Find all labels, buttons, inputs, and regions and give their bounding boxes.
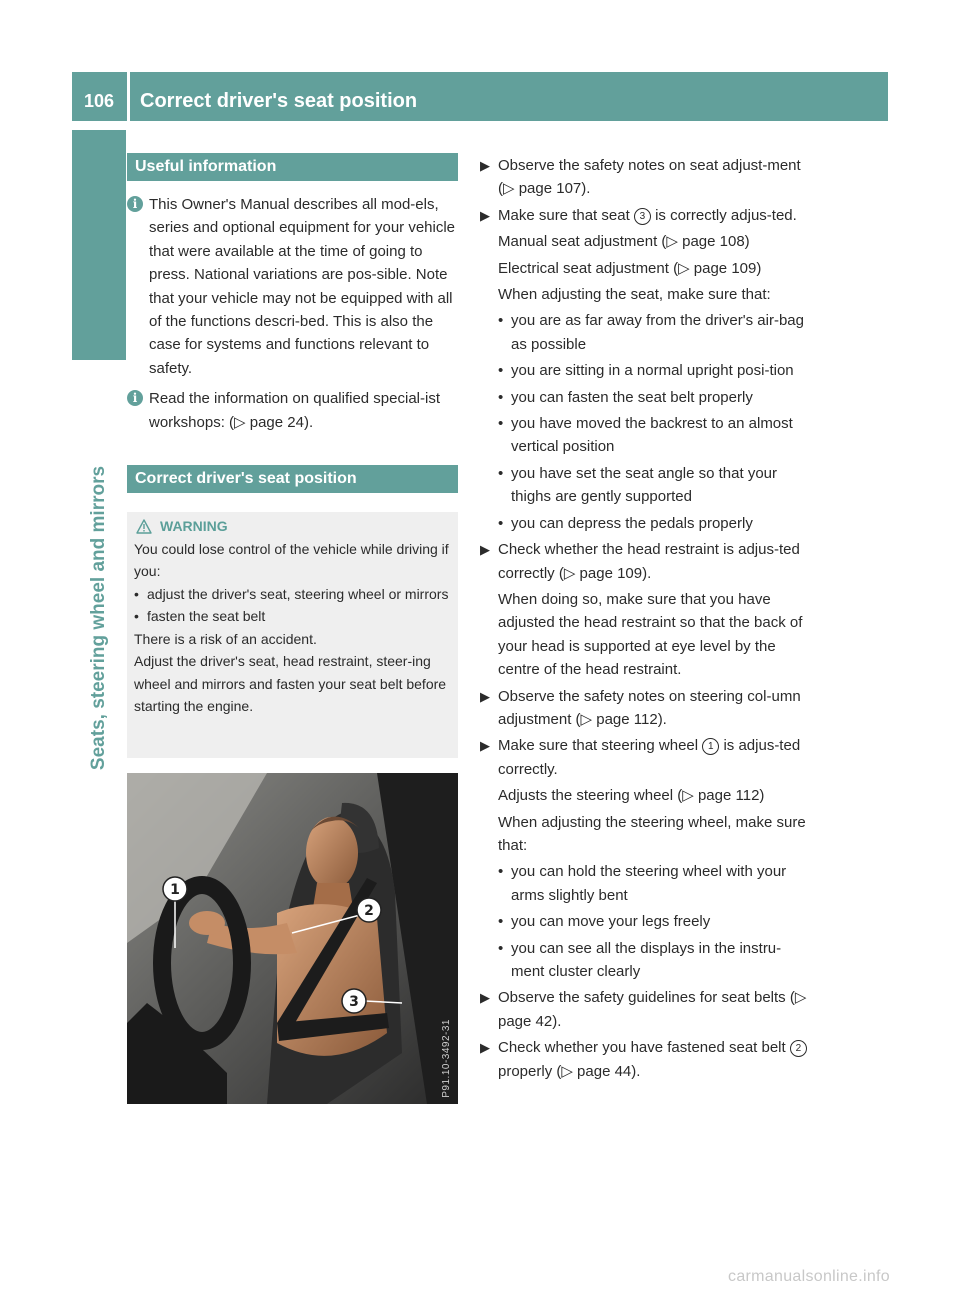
warning-bullet: • fasten the seat belt <box>134 608 266 624</box>
info-note-2: i Read the information on qualified special-ist workshops: (▷ page 24). <box>127 387 461 434</box>
ref-number: 1 <box>702 738 719 755</box>
callout-2 <box>357 898 381 922</box>
header-divider <box>127 72 130 121</box>
ref-number: 3 <box>634 208 651 225</box>
svg-text:3: 3 <box>349 994 359 1010</box>
useful-info-body <box>127 193 461 434</box>
step-item: ▶ Observe the safety notes on seat adjust-ment (▷ page 107). <box>480 154 814 201</box>
step-arrow-icon: ▶ <box>480 542 490 558</box>
step-item: ▶ Check whether you have fastened seat belt 2 properly (▷ page 44). <box>480 1036 814 1083</box>
step-arrow-icon: ▶ <box>480 158 490 173</box>
info-icon: i <box>127 390 143 406</box>
manual-adjust-ref: Manual seat adjustment (▷ page 108) <box>498 233 750 251</box>
warning-triangle-icon <box>136 519 152 534</box>
warning-box <box>127 512 458 758</box>
step-arrow-icon: ▶ <box>480 207 490 223</box>
seat-intro: When adjusting the seat, make sure that: <box>498 286 771 304</box>
figure-code: P91.10-3492-31 <box>441 1019 452 1098</box>
electrical-adjust-ref: Electrical seat adjustment (▷ page 109) <box>498 259 762 277</box>
step-arrow-icon: ▶ <box>480 738 490 754</box>
step-item: ▶ Observe the safety notes on steering col-umn adjustment (▷ page 112). <box>480 685 814 732</box>
useful-info-heading: Useful information <box>127 153 458 181</box>
chapter-tab <box>72 130 126 360</box>
info-icon: i <box>127 196 143 212</box>
seat-bullet: • you have set the seat angle so that your thighs are gently supported <box>498 464 778 506</box>
wheel-bullet: • you can hold the steering wheel with your arms slightly bent <box>498 863 787 904</box>
seat-bullet: • you are sitting in a normal upright posi-tion <box>498 362 794 380</box>
wheel-intro: When adjusting the steering wheel, make sure that: <box>498 813 806 854</box>
seat-bullet: • you are as far away from the driver's air-bag as possible <box>498 312 804 353</box>
steps-column <box>480 154 814 1083</box>
step-arrow-icon: ▶ <box>480 1040 490 1056</box>
head-restraint-note: When doing so, make sure that you have adjusted the head restraint so that the back of your head is supported at eye level by the centre of the head restraint. <box>498 590 803 679</box>
warning-intro: You could lose control of the vehicle while driving if you: <box>134 540 449 579</box>
svg-text:1: 1 <box>170 882 180 898</box>
page-number: 106 <box>83 91 115 111</box>
warning-advice: Adjust the driver's seat, head restraint, steer-ing wheel and mirrors and fasten your seat belt before starting the engine. <box>134 653 447 714</box>
page-title: Correct driver's seat position <box>140 90 418 112</box>
seat-bullet: • you can fasten the seat belt properly <box>498 388 753 406</box>
step-item: ▶ Observe the safety guidelines for seat belts (▷ page 42). <box>480 986 814 1033</box>
watermark: carmanualsonline.info <box>728 1268 890 1285</box>
callout-1 <box>163 877 187 901</box>
seat-position-heading: Correct driver's seat position <box>127 465 458 493</box>
step-arrow-icon: ▶ <box>480 688 490 704</box>
wheel-bullet: • you can see all the displays in the instru-ment cluster clearly <box>498 939 782 980</box>
driver-illustration-graphic <box>127 773 458 1104</box>
seat-bullet: • you have moved the backrest to an almost vertical position <box>498 415 793 456</box>
info-note-1: i This Owner's Manual describes all mod-els, series and optional equipment for your vehicle that were available at the time of going to press. National variations are pos-sible. Note that your vehicle may not be equipped with all of the functions descri-bed. This is also the case for systems and functions relevant to safety. <box>127 193 461 380</box>
warning-title: WARNING <box>134 515 450 538</box>
step-item: ▶ Check whether the head restraint is adjus-ted correctly (▷ page 109). <box>480 538 814 585</box>
warning-risk: There is a risk of an accident. <box>134 630 317 647</box>
step-item: ▶ Make sure that steering wheel 1 is adjus-ted correctly. <box>480 734 814 781</box>
chapter-label: Seats, steering wheel and mirrors <box>88 465 109 771</box>
warning-bullet: • adjust the driver's seat, steering wheel or mirrors <box>134 585 449 602</box>
wheel-adjust-ref: Adjusts the steering wheel (▷ page 112) <box>498 787 765 805</box>
seat-bullet: • you can depress the pedals properly <box>498 514 753 532</box>
wheel-bullet: • you can move your legs freely <box>498 913 711 931</box>
step-item: ▶ Make sure that seat 3 is correctly adjus-ted. <box>480 204 814 227</box>
step-arrow-icon: ▶ <box>480 990 490 1006</box>
driver-seat-illustration <box>127 773 458 1104</box>
callout-3 <box>342 989 366 1013</box>
svg-text:2: 2 <box>364 903 374 919</box>
ref-number: 2 <box>790 1040 807 1057</box>
